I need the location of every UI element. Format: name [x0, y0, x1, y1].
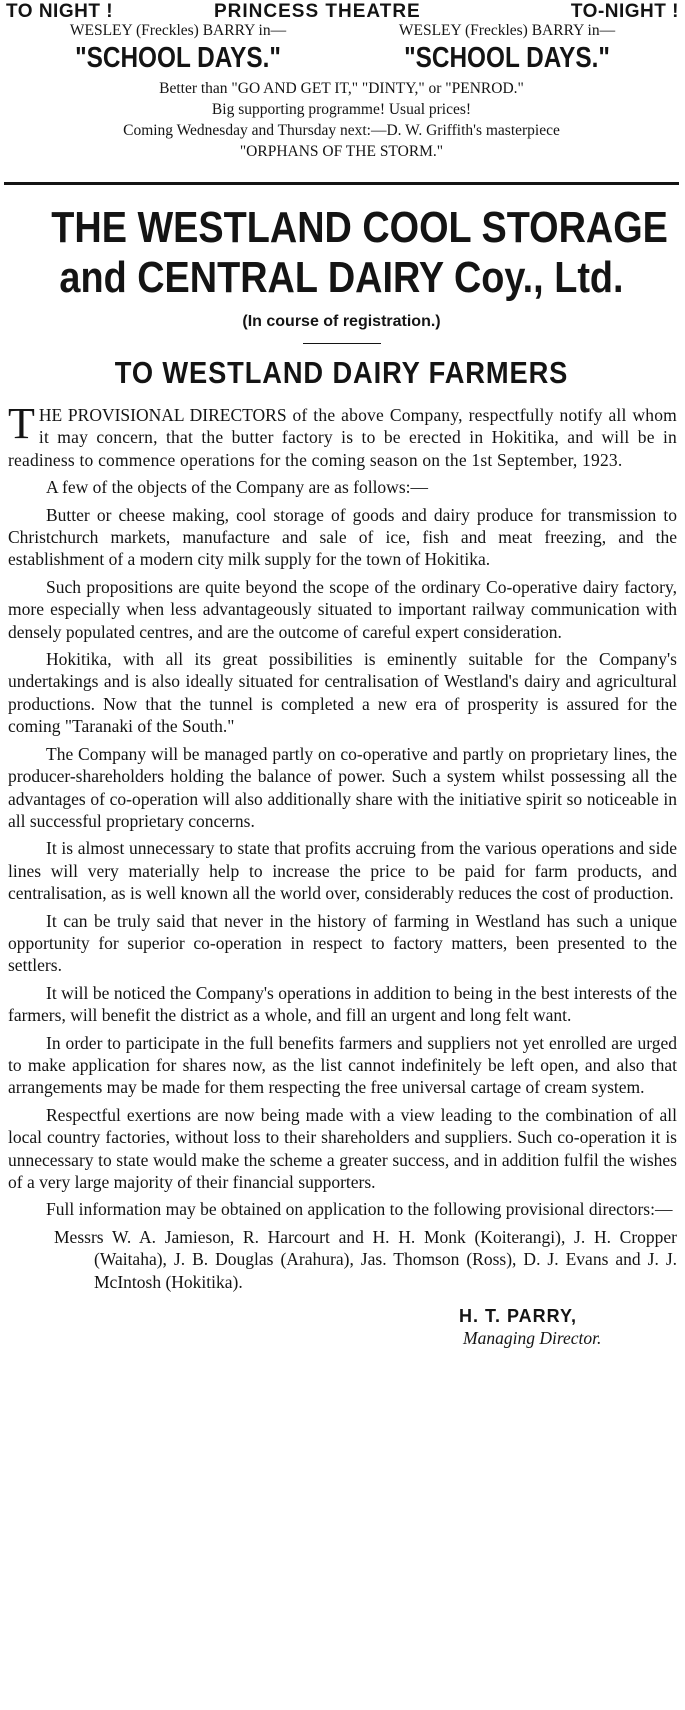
signature-block: [459, 1305, 679, 1349]
paragraph-hokitika: Hokitika, with all its great possibilities is eminently suitable for the Company's undertakings and is also ideally situated for centralisation of Westland's dairy and agricultural productions. Now that the tunnel is completed a new era of prosperity is assured for the coming "Taranaki of the South.": [8, 649, 677, 737]
signatory-name: H. T. PARRY,: [459, 1306, 578, 1327]
company-title-line2: and CENTRAL DAIRY Coy., Ltd.: [59, 253, 624, 302]
right-feature: [357, 22, 657, 76]
section-divider: [4, 182, 679, 185]
theatre-advertisement: [4, 2, 679, 170]
company-title-line1: THE WESTLAND COOL STORAGE: [51, 203, 668, 252]
left-feature: [28, 22, 328, 76]
lead-paragraph: [8, 399, 677, 471]
right-banner: TO-NIGHT !: [570, 1, 679, 22]
paragraph-information: Full information may be obtained on application to the following provisional directors:—: [46, 1199, 673, 1220]
paragraph-opportunity: It can be truly said that never in the history of farming in Westland has such a unique opportunity for superior co-operation in respect to factory matters, been presented to the settlers.: [8, 910, 677, 976]
paragraph-shares: In order to participate in the full benefits farmers and suppliers not yet enrolled are urged to make application for shares now, as the list cannot indefinitely be left open, and also that arrangements may be made for them respecting the free universal cartage of cream system.: [8, 1032, 677, 1098]
paragraph-management: The Company will be managed partly on co-operative and partly on proprietary lines, the producer-shareholders holding the balance of power. Such a system whilst possessing all the advantages of co-operation will also additionally share with the initiative spirit so noticeable in all successful proprietary concerns.: [8, 743, 677, 831]
left-star-line: WESLEY (Freckles) BARRY in—: [69, 22, 287, 39]
paragraph-combination: Respectful exertions are now being made with a view leading to the combination of all local country factories, without loss to their shareholders and suppliers. Such co-operation it is unnecessary to state would make the scheme a greater success, and in addition fulfil the wishes of a very large majority of their financial supporters.: [8, 1104, 677, 1192]
signatory-title: Managing Director.: [463, 1328, 602, 1349]
lead-caps: HE PROVISIONAL DIRECTORS: [38, 405, 287, 425]
left-film-title: "SCHOOL DAYS.": [75, 42, 281, 74]
paragraph-activities: Butter or cheese making, cool storage of goods and dairy produce for transmission to Christchurch markets, manufacture and sale of ice, fish and meat freezing, and the establishment of a modern city milk supply for the town of Hokitika.: [8, 504, 677, 570]
right-star-line: WESLEY (Freckles) BARRY in—: [398, 22, 616, 39]
paragraph-objects: A few of the objects of the Company are as follows:—: [46, 477, 428, 498]
theatre-banner: [4, 2, 679, 22]
directors-list: Messrs W. A. Jamieson, R. Harcourt and H. H. Monk (Koiterangi), J. H. Cropper (Waitaha), J. B. Douglas (Arahura), Jas. Thomson (Ross), D. J. Evans and J. J. McIntosh (Hokitika).: [54, 1226, 677, 1292]
subheading: TO WESTLAND DAIRY FARMERS: [114, 355, 569, 390]
lead-text: of the above Company, respectfully notify all whom it may concern, that the butter factory is to be erected in Hokitika, and will be in readiness to commence operations for the coming season on the 1st September, 1923.: [8, 405, 677, 470]
right-film-title: "SCHOOL DAYS.": [404, 42, 610, 74]
feature-columns: [4, 22, 679, 76]
paragraph-scope: Such propositions are quite beyond the scope of the ordinary Co-operative dairy factory, more especially when less advantageously situated to important railway communication with densely populated centres, and are the outcome of careful expert consideration.: [8, 576, 677, 642]
advertisement-body: [4, 399, 679, 1293]
comparison-line: Better than "GO AND GET IT," "DINTY," or "PENROD.": [159, 80, 524, 97]
drop-cap: T: [8, 399, 35, 448]
coming-title: "ORPHANS OF THE STORM.": [239, 143, 444, 160]
left-banner: TO NIGHT !: [6, 1, 114, 22]
coming-line: Coming Wednesday and Thursday next:—D. W. Griffith's masterpiece: [123, 122, 560, 139]
theatre-name: PRINCESS THEATRE: [214, 1, 421, 22]
programme-line: Big supporting programme! Usual prices!: [211, 101, 472, 118]
dairy-advertisement: [4, 203, 679, 1349]
short-divider: [303, 343, 381, 344]
paragraph-district: It will be noticed the Company's operations in addition to being in the best interests of the farmers, will benefit the district as a whole, and fill an urgent and long felt want.: [8, 982, 677, 1026]
paragraph-profits: It is almost unnecessary to state that profits accruing from the various operations and side lines will very materially help to increase the price to be paid for farm products, and centralisation, as is well known all the world over, considerably reduces the cost of production.: [8, 838, 677, 904]
registration-note: (In course of registration.): [242, 313, 441, 330]
